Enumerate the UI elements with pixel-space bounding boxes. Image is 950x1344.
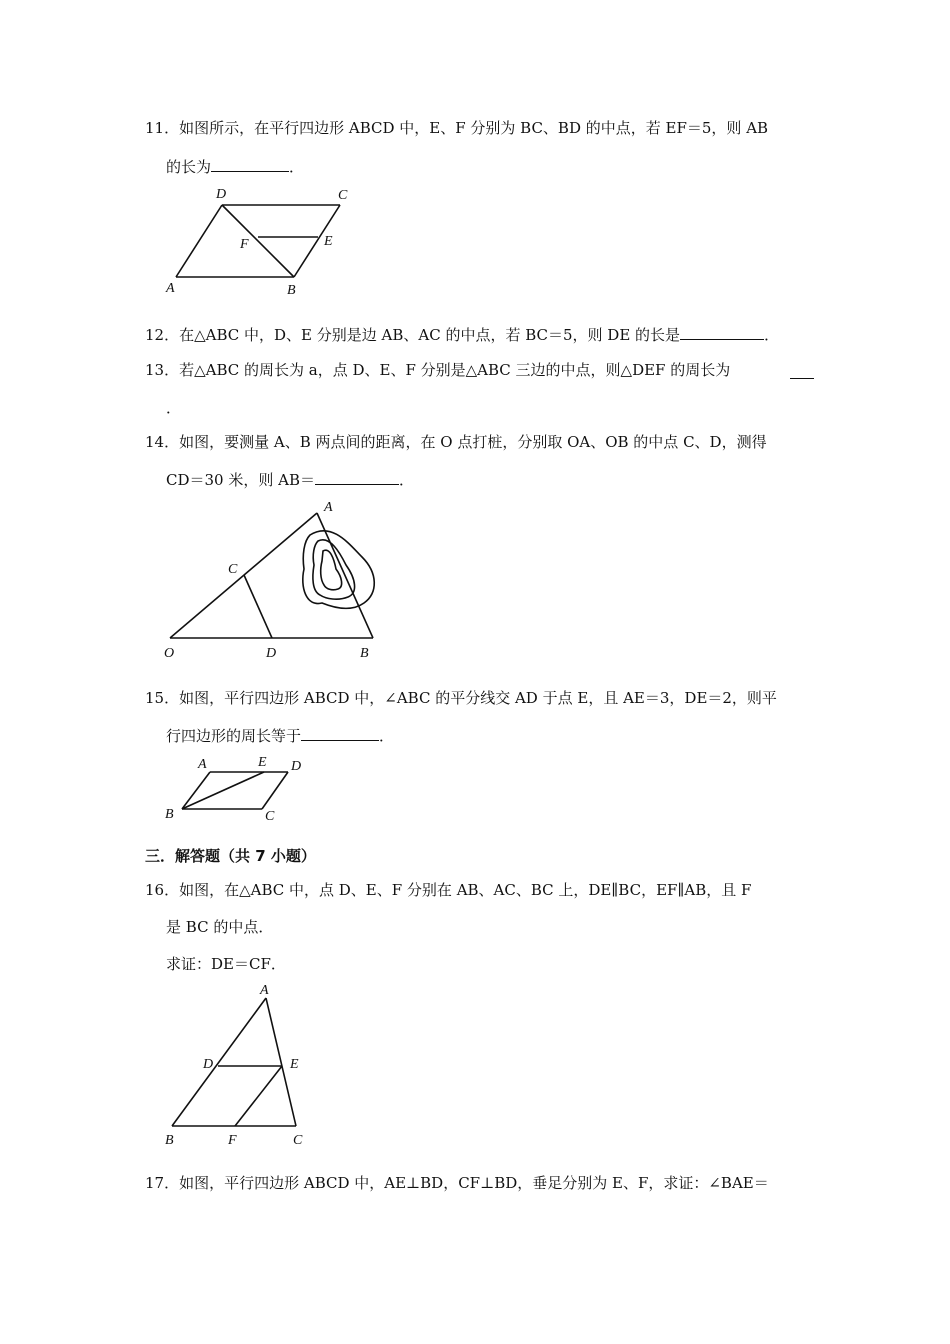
segment-ef: [235, 1066, 282, 1126]
q14-end: ．: [398, 471, 414, 489]
segment-ab: [317, 513, 373, 638]
obstacle-inner: [321, 550, 342, 590]
label-b: B: [165, 807, 174, 822]
q15-line2: [166, 726, 394, 746]
diagonal-bd: [222, 205, 294, 277]
q16-figure: [160, 980, 320, 1150]
label-a: A: [198, 757, 207, 772]
edge-cb: [294, 205, 340, 277]
edge-dc: [262, 772, 288, 809]
label-f: F: [240, 237, 249, 252]
label-b: B: [287, 283, 296, 298]
label-c: C: [293, 1133, 303, 1148]
label-d: D: [266, 646, 277, 661]
answer-blank: [315, 470, 399, 485]
label-c: C: [228, 562, 238, 577]
label-e: E: [258, 755, 267, 770]
q11-line2-text: 的长为: [166, 158, 212, 176]
section-title: 三．解答题（共 7 小题）: [145, 847, 316, 865]
q15-line1: 15．如图，平行四边形 ABCD 中，∠ABC 的平分线交 AD 于点 E，且 AE＝3，DE＝2，则平: [145, 689, 777, 707]
label-a: A: [166, 281, 175, 296]
label-e: E: [324, 234, 333, 249]
q14-line2-text: CD＝30 米，则 AB＝: [166, 471, 315, 489]
q15-end: ．: [379, 727, 395, 745]
label-o: O: [164, 646, 175, 661]
q12-end: ．: [764, 326, 780, 344]
q11-end: ．: [289, 158, 305, 176]
label-e: E: [290, 1057, 299, 1072]
edge-ad: [176, 205, 222, 277]
answer-blank: [211, 157, 289, 172]
answer-blank: [680, 325, 764, 340]
label-b: B: [360, 646, 369, 661]
answer-blank: [790, 364, 814, 379]
bisector-be: [182, 772, 264, 809]
q12-line: [145, 325, 779, 345]
q14-figure: [160, 495, 390, 665]
segment-cd: [244, 575, 272, 638]
q11-line2: [166, 157, 304, 177]
q12-text: 12．在△ABC 中，D、E 分别是边 AB、AC 的中点，若 BC＝5，则 DE 的长是: [145, 326, 681, 344]
q14-line1: 14．如图，要测量 A、B 两点间的距离，在 O 点打桩，分别取 OA、OB 的中点 C、D，测得: [145, 433, 767, 451]
q13-end: ．: [166, 399, 182, 417]
q15-figure: [160, 752, 320, 827]
answer-blank: [301, 726, 379, 741]
label-b: B: [165, 1133, 174, 1148]
q16-line3: 求证：DE＝CF．: [166, 955, 286, 973]
q14-line2: [166, 470, 414, 490]
label-a: A: [260, 983, 269, 998]
q13-text: 13．若△ABC 的周长为 a，点 D、E、F 分别是△ABC 三边的中点，则△DEF 的周长为: [145, 361, 731, 379]
label-c: C: [265, 809, 275, 824]
label-f: F: [228, 1133, 237, 1148]
q15-line2-text: 行四边形的周长等于: [166, 727, 302, 745]
q17-line1: 17．如图，平行四边形 ABCD 中，AE⊥BD，CF⊥BD，垂足分别为 E、F，求证：∠BAE＝: [145, 1174, 769, 1192]
label-d: D: [216, 187, 227, 202]
label-d: D: [291, 759, 302, 774]
label-d: D: [203, 1057, 214, 1072]
q11-line1: 11．如图所示，在平行四边形 ABCD 中，E、F 分别为 BC、BD 的中点，若 EF＝5，则 AB: [145, 119, 769, 137]
q16-line1: 16．如图，在△ABC 中，点 D、E、F 分别在 AB、AC、BC 上，DE∥BC，EF∥AB，且 F: [145, 881, 752, 899]
q13-line: [145, 360, 730, 380]
label-c: C: [338, 188, 348, 203]
q11-figure: [160, 180, 360, 300]
q16-line2: 是 BC 的中点．: [166, 918, 274, 936]
edge-ab: [172, 998, 266, 1126]
label-a: A: [324, 500, 333, 515]
